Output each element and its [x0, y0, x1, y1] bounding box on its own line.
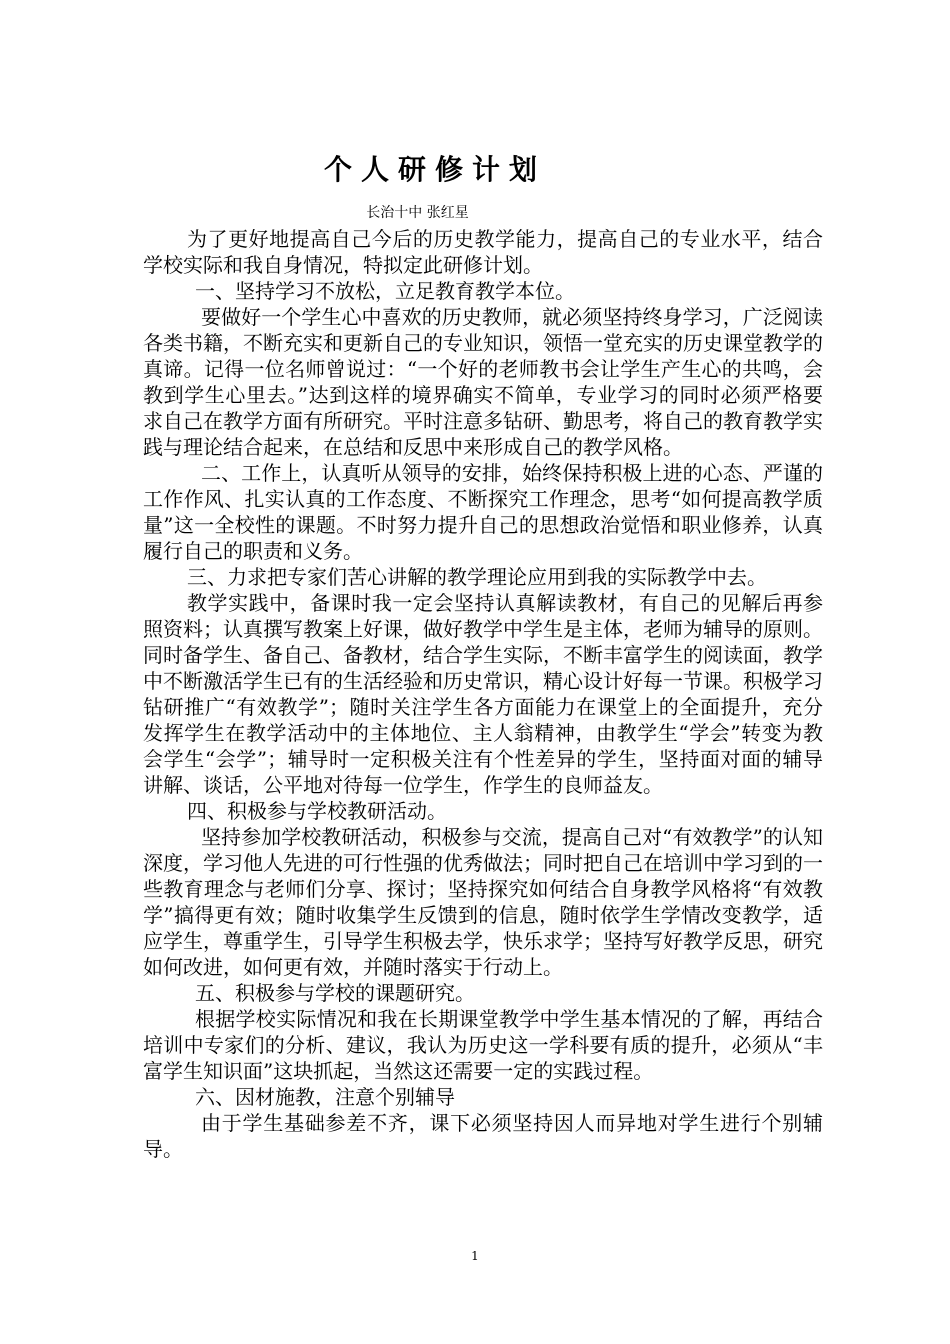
paragraph-section-1: 要做好一个学生心中喜欢的历史教师，就必须坚持终身学习，广泛阅读各类书籍，不断充实和更新自己的专业知识，领悟一堂充实的历史课堂教学的真谛。记得一位名师曾说过：“一个好的老师教书会让学生产生心的共鸣，会教到学生心里去。”达到这样的境界确实不简单，专业学习的同时必须严格要求自己在教学方面有所研究。平时注意多钻研、勤思考，将自己的教育教学实践与理论结合起来，在总结和反思中来形成自己的教学风格。	[143, 305, 823, 459]
paragraph-intro: 为了更好地提高自己今后的历史教学能力，提高自己的专业水平，结合学校实际和我自身情况，特拟定此研修计划。	[143, 227, 823, 277]
paragraph-section-5: 根据学校实际情况和我在长期课堂教学中学生基本情况的了解，再结合培训中专家们的分析、建议，我认为历史这一学科要有质的提升，必须从“丰富学生知识面”这块抓起，当然这还需要一定的实践过程。	[143, 1007, 823, 1083]
author-line: 长治十中 张红星	[366, 205, 469, 221]
paragraph-section-3: 教学实践中，备课时我一定会坚持认真解读教材，有自己的见解后再参照资料；认真撰写教案上好课，做好教学中学生是主体，老师为辅导的原则。同时备学生、备自己、备教材，结合学生实际，不断丰富学生的阅读面，教学中不断激活学生已有的生活经验和历史常识，精心设计好每一节课。积极学习钻研推广“有效教学”；随时关注学生各方面能力在课堂上的全面提升，充分发挥学生在教学活动中的主体地位、主人翁精神，由教学生“学会”转变为教会学生“会学”；辅导时一定积极关注有个性差异的学生，坚持面对面的辅导讲解、谈话，公平地对待每一位学生，作学生的良师益友。	[143, 591, 823, 797]
heading-section-6: 六、因材施教，注意个别辅导	[195, 1085, 455, 1109]
page-number: 1	[471, 1249, 479, 1263]
heading-section-5: 五、积极参与学校的课题研究。	[195, 981, 475, 1005]
heading-section-1: 一、坚持学习不放松，立足教育教学本位。	[195, 279, 575, 303]
page-title: 个人研修计划	[323, 153, 546, 186]
paragraph-section-2: 二、工作上，认真听从领导的安排，始终保持积极上进的心态、严谨的工作作风、扎实认真的工作态度、不断探究工作理念，思考“如何提高教学质量”这一全校性的课题。不时努力提升自己的思想政治觉悟和职业修养，认真履行自己的职责和义务。	[143, 461, 823, 563]
heading-section-3: 三、力求把专家们苦心讲解的教学理论应用到我的实际教学中去。	[187, 565, 767, 589]
paragraph-section-4: 坚持参加学校教研活动，积极参与交流，提高自己对“有效教学”的认知深度，学习他人先进的可行性强的优秀做法；同时把自己在培训中学习到的一些教育理念与老师们分享、探讨；坚持探究如何结合自身教学风格将“有效教学”搞得更有效；随时收集学生反馈到的信息，随时依学生学情改变教学，适应学生，尊重学生，引导学生积极去学，快乐求学；坚持写好教学反思，研究如何改进，如何更有效，并随时落实于行动上。	[143, 825, 823, 979]
heading-section-4: 四、积极参与学校教研活动。	[187, 799, 447, 823]
document-body	[143, 226, 823, 1162]
paragraph-section-6: 由于学生基础参差不齐，课下必须坚持因人而异地对学生进行个别辅导。	[143, 1111, 823, 1161]
